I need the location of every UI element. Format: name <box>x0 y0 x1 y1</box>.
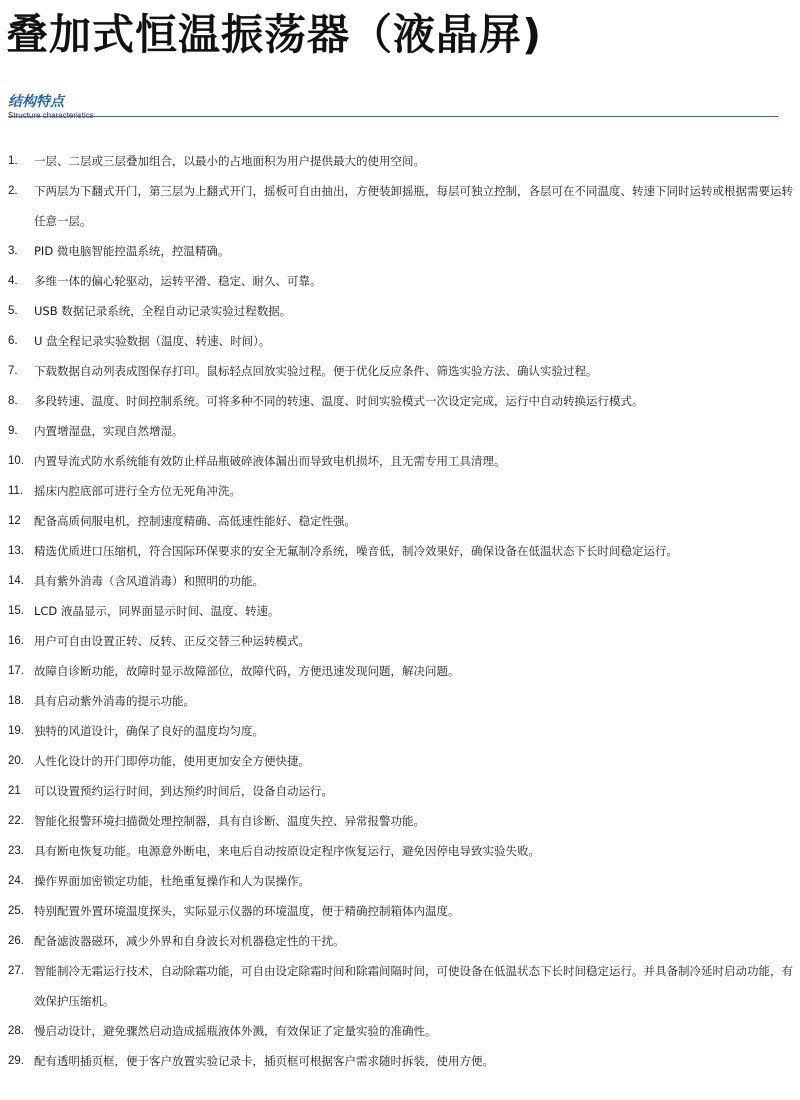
item-text: 多段转速、温度、时间控制系统。可将多种不同的转速、温度、时间实验模式一次设定完成，运行中自动转换运行模式。 <box>34 394 644 408</box>
list-item <box>8 416 798 446</box>
section-title: 结构特点 <box>8 94 64 110</box>
list-item <box>8 746 798 776</box>
item-number: 27. <box>8 965 24 977</box>
list-item <box>8 926 798 956</box>
item-text: 慢启动设计，避免骤然启动造成摇瓶液体外溅，有效保证了定量实验的准确性。 <box>34 1024 437 1038</box>
item-text: 可以设置预约运行时间，到达预约时间后，设备自动运行。 <box>34 784 333 798</box>
item-number: 25. <box>8 905 24 917</box>
item-number: 11. <box>8 485 24 497</box>
item-text: 内置导流式防水系统能有效防止样品瓶破碎液体漏出而导致电机损坏，且无需专用工具清理。 <box>34 454 506 468</box>
item-text: U 盘全程记录实验数据（温度、转速、时间）。 <box>34 334 271 348</box>
item-number: 14. <box>8 575 24 587</box>
item-text: 人性化设计的开门即停功能，使用更加安全方便快捷。 <box>34 754 310 768</box>
item-number: 13. <box>8 545 24 557</box>
item-text: 特别配置外置环境温度探头，实际显示仪器的环境温度，便于精确控制箱体内温度。 <box>34 904 460 918</box>
item-number: 18. <box>8 695 24 707</box>
item-text: 用户可自由设置正转、反转、正反交替三种运转模式。 <box>34 634 310 648</box>
list-item <box>8 266 798 296</box>
item-number: 4. <box>8 275 18 287</box>
item-number: 26. <box>8 935 24 947</box>
item-number: 2. <box>8 185 18 197</box>
item-number: 17. <box>8 665 24 677</box>
item-text: LCD 液晶显示，同界面显示时间、温度、转速。 <box>34 604 280 618</box>
list-item <box>8 506 798 536</box>
item-number: 7. <box>8 365 18 377</box>
list-item <box>8 566 798 596</box>
item-text: 下载数据自动列表成图保存打印。鼠标轻点回放实验过程。便于优化反应条件、筛选实验方法、确认实验过程。 <box>34 364 598 378</box>
list-item <box>8 686 798 716</box>
item-text: 具有断电恢复功能。电源意外断电，来电后自动按原设定程序恢复运行，避免因停电导致实验失败。 <box>34 844 540 858</box>
page-title: 叠加式恒温振荡器（液晶屏) <box>6 10 543 59</box>
item-number: 9. <box>8 425 18 437</box>
feature-list <box>8 146 798 1076</box>
list-item <box>8 776 798 806</box>
item-number: 1. <box>8 155 18 167</box>
item-text: PID 微电脑智能控温系统，控温精确。 <box>34 244 230 258</box>
item-text: 内置增湿盘，实现自然增湿。 <box>34 424 184 438</box>
list-item <box>8 236 798 266</box>
item-number: 21 <box>8 785 21 797</box>
item-text: 多维一体的偏心轮驱动，运转平滑、稳定、耐久、可靠。 <box>34 274 322 288</box>
item-text: 下两层为下翻式开门，第三层为上翻式开门，摇板可自由抽出，方便装卸摇瓶，每层可独立控制，各层可在不同温度、转速下同时运转或根据需要运转任意一层。 <box>34 184 793 228</box>
item-text: 摇床内腔底部可进行全方位无死角冲洗。 <box>34 484 241 498</box>
item-text: 故障自诊断功能，故障时显示故障部位，故障代码，方便迅速发现问题，解决问题。 <box>34 664 460 678</box>
item-number: 10. <box>8 455 24 467</box>
item-text: USB 数据记录系统，全程自动记录实验过程数据。 <box>34 304 292 318</box>
item-text: 精选优质进口压缩机，符合国际环保要求的安全无氟制冷系统，噪音低，制冷效果好，确保设备在低温状态下长时间稳定运行。 <box>34 544 678 558</box>
item-number: 29. <box>8 1055 24 1067</box>
item-text: 配有透明插页框，便于客户放置实验记录卡，插页框可根据客户需求随时拆装，使用方便。 <box>34 1054 494 1068</box>
list-item <box>8 956 798 1016</box>
list-item <box>8 446 798 476</box>
item-text: 配备高质伺服电机，控制速度精确、高低速性能好、稳定性强。 <box>34 514 356 528</box>
list-item <box>8 296 798 326</box>
item-number: 22. <box>8 815 24 827</box>
item-number: 12 <box>8 515 21 527</box>
list-item <box>8 626 798 656</box>
list-item <box>8 806 798 836</box>
list-item <box>8 836 798 866</box>
item-text: 一层、二层或三层叠加组合，以最小的占地面积为用户提供最大的使用空间。 <box>34 154 425 168</box>
list-item <box>8 656 798 686</box>
item-text: 智能制冷无霜运行技术，自动除霜功能，可自由设定除霜时间和除霜间隔时间，可使设备在低温状态下长时间稳定运行。并具备制冷延时启动功能，有效保护压缩机。 <box>34 964 793 1008</box>
item-number: 24. <box>8 875 24 887</box>
list-item <box>8 596 798 626</box>
item-number: 15. <box>8 605 24 617</box>
item-number: 5. <box>8 305 18 317</box>
item-number: 28. <box>8 1025 24 1037</box>
item-number: 20. <box>8 755 24 767</box>
list-item <box>8 146 798 176</box>
item-text: 智能化报警环境扫描微处理控制器，具有自诊断、温度失控、异常报警功能。 <box>34 814 425 828</box>
item-number: 6. <box>8 335 18 347</box>
list-item <box>8 536 798 566</box>
item-text: 具有启动紫外消毒的提示功能。 <box>34 694 195 708</box>
item-number: 23. <box>8 845 24 857</box>
item-number: 19. <box>8 725 24 737</box>
list-item <box>8 386 798 416</box>
item-number: 16. <box>8 635 24 647</box>
list-item <box>8 476 798 506</box>
list-item <box>8 326 798 356</box>
item-text: 具有紫外消毒（含风道消毒）和照明的功能。 <box>34 574 264 588</box>
item-text: 独特的风道设计，确保了良好的温度均匀度。 <box>34 724 264 738</box>
list-item <box>8 176 798 236</box>
list-item <box>8 1016 798 1046</box>
list-item <box>8 896 798 926</box>
list-item <box>8 1046 798 1076</box>
item-number: 3. <box>8 245 18 257</box>
item-text: 操作界面加密锁定功能，杜绝重复操作和人为误操作。 <box>34 874 310 888</box>
section-divider <box>8 116 778 117</box>
section-header <box>8 94 778 120</box>
list-item <box>8 356 798 386</box>
list-item <box>8 866 798 896</box>
item-text: 配备滤波器磁环，减少外界和自身波长对机器稳定性的干扰。 <box>34 934 345 948</box>
list-item <box>8 716 798 746</box>
item-number: 8. <box>8 395 18 407</box>
